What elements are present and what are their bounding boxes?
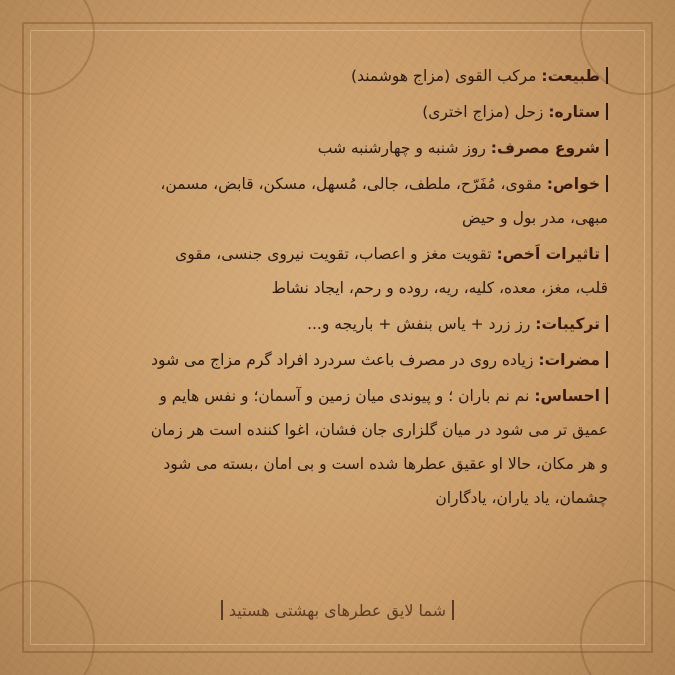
line-specific-effects-cont: قلب، مغز، معده، کلیه، ریه، روده و رحم، ایجاد نشاط (271, 279, 608, 297)
bullet-bar (606, 103, 608, 120)
footer-bar-left (221, 600, 223, 620)
line-feeling-cont-1: عمیق تر می شود در میان گلزاری جان فشان، اغوا کننده است هر زمان (150, 421, 608, 439)
line-start-use: شروع مصرف: روز شنبه و چهارشنبه شب (60, 130, 608, 166)
line-properties-cont: مبهی، مدر بول و حیض (462, 209, 608, 227)
bullet-bar (606, 175, 608, 192)
line-feeling-cont-3: چشمان، یاد یاران، یادگاران (435, 489, 608, 507)
perfume-description (60, 58, 608, 516)
line-nature: طبیعت: مرکب القوی (مزاج هوشمند) (60, 58, 608, 94)
bullet-bar (606, 139, 608, 156)
corner-ornament-bottom-right (580, 580, 675, 675)
bullet-bar (606, 315, 608, 332)
bullet-bar (606, 387, 608, 404)
bullet-bar (606, 245, 608, 262)
bullet-bar (606, 67, 608, 84)
line-feeling-cont-2: و هر مکان، حالا او عقیق عطرها شده است و بی امان ،بسته می شود (163, 455, 608, 473)
line-feeling: احساس: نم نم باران ؛ و پیوندی میان زمین و آسمان؛ و نفس هایم و (60, 378, 608, 414)
bullet-bar (606, 351, 608, 368)
line-star: ستاره: زحل (مزاج اختری) (60, 94, 608, 130)
corner-ornament-bottom-left (0, 580, 95, 675)
line-ingredients: ترکیبات: رز زرد + یاس بنفش + باریجه و... (60, 306, 608, 342)
footer-bar-right (452, 600, 454, 620)
line-specific-effects: تاثیرات اَخص: تقویت مغز و اعصاب، تقویت نیروی جنسی، مقوی (60, 236, 608, 272)
footer-slogan: شما لایق عطرهای بهشتی هستید (0, 600, 675, 620)
line-properties: خواص: مقوی، مُفَرّح، ملطف، جالی، مُسهل، مسکن، قابض، مسمن، (60, 166, 608, 202)
line-harms: مضرات: زیاده روی در مصرف باعث سردرد افراد گرم مزاج می شود (60, 342, 608, 378)
